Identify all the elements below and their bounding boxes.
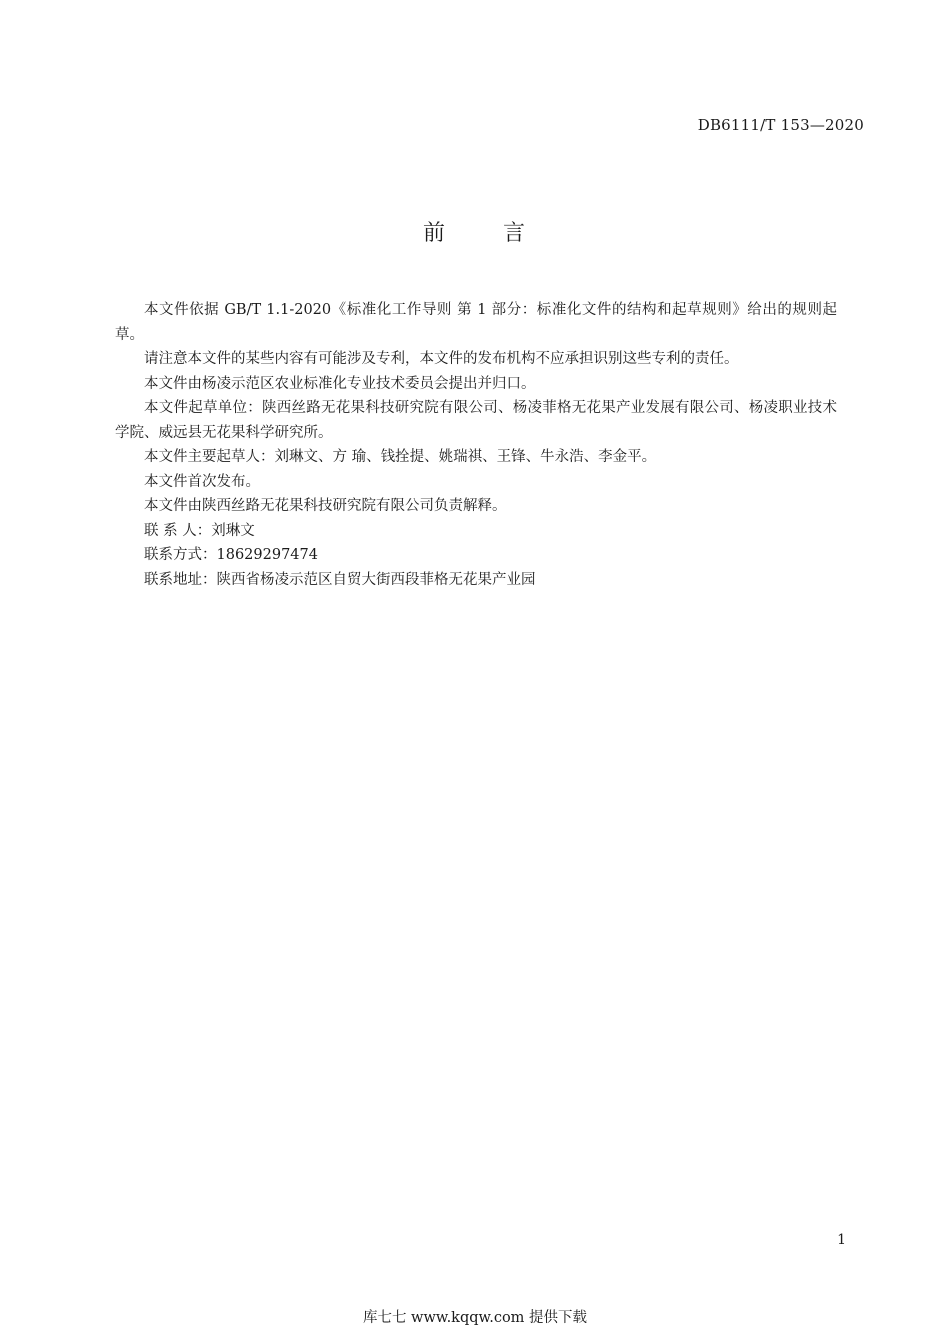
title-char-1: 前 (422, 221, 447, 246)
title-char-2: 言 (503, 221, 528, 246)
paragraph-proposer: 本文件由杨凌示范区农业标准化专业技术委员会提出并归口。 (144, 375, 536, 392)
preface-body (115, 298, 837, 592)
paragraph-patent-notice: 请注意本文件的某些内容有可能涉及专利，本文件的发布机构不应承担识别这些专利的责任。 (144, 351, 739, 367)
paragraph-interpretation: 本文件由陕西丝路无花果科技研究院有限公司负责解释。 (144, 498, 507, 514)
download-source-footer: 库七七 www.kqqw.com 提供下载 (362, 1310, 588, 1326)
paragraph-drafting-units: 本文件起草单位：陕西丝路无花果科技研究院有限公司、杨凌菲格无花果产业发展有限公司、杨凌职业技术学院、威远县无花果科学研究所。 (115, 400, 837, 441)
paragraph-contact-person: 联 系 人：刘琳文 (144, 522, 255, 539)
paragraph-contact-phone: 联系方式：18629297474 (144, 547, 318, 563)
document-code: DB6111/T 153—2020 (697, 116, 864, 134)
page-title (0, 216, 950, 247)
paragraph-drafting-basis: 本文件依据 GB/T 1.1-2020《标准化工作导则 第 1 部分：标准化文件的结构和起草规则》给出的规则起草。 (115, 302, 837, 343)
paragraph-contact-address: 联系地址：陕西省杨凌示范区自贸大街西段菲格无花果产业园 (144, 571, 536, 588)
paragraph-first-release: 本文件首次发布。 (144, 473, 260, 490)
paragraph-drafters: 本文件主要起草人：刘琳文、方 瑜、钱拴提、姚瑞祺、王锋、牛永浩、李金平。 (144, 449, 657, 465)
page-number: 1 (837, 1232, 846, 1248)
